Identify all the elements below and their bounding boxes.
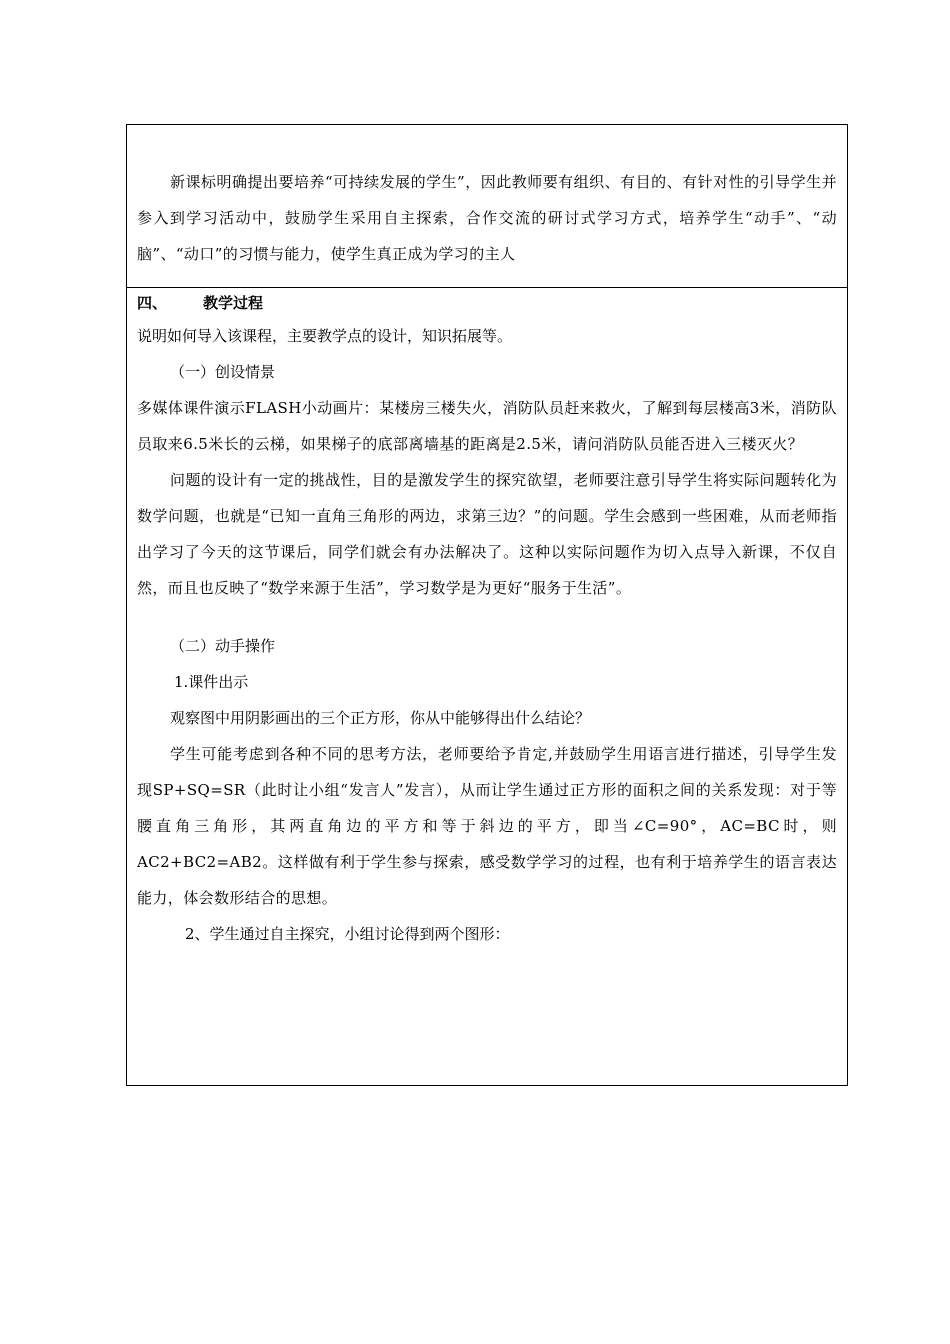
- philosophy-paragraph: 新课标明确提出要培养“可持续发展的学生”，因此教师要有组织、有目的、有针对性的引导学生并参入到学习活动中，鼓励学生采用自主探索，合作交流的研讨式学习方式，培养学生“动手”、“动脑”、“动口”的习惯与能力，使学生真正成为学习的主人: [137, 173, 837, 263]
- part1-scenario: 多媒体课件演示FLASH小动画片：某楼房三楼失火，消防队员赶来救火，了解到每层楼高3米，消防队员取来6.5米长的云梯，如果梯子的底部离墙基的距离是2.5米，请问消防队员能否进入三楼灭火？: [137, 399, 837, 453]
- part2-item1: 1.课件出示: [174, 673, 249, 691]
- section-intro: 说明如何导入该课程，主要教学点的设计，知识拓展等。: [137, 327, 513, 345]
- section-title: 教学过程: [203, 294, 264, 312]
- spacer: [137, 606, 837, 628]
- part2-item2: 2、学生通过自主探究，小组讨论得到两个图形：: [185, 925, 510, 943]
- section-heading: [137, 288, 837, 318]
- part1-analysis: 问题的设计有一定的挑战性，目的是激发学生的探究欲望，老师要注意引导学生将实际问题转化为数学问题，也就是“已知一直角三角形的两边，求第三边？”的问题。学生会感到一些困难，从而老师指出学习了今天的这节课后，同学们就会有办法解决了。这种以实际问题作为切入点导入新课，不仅自然，而且也反映了“数学来源于生活”，学习数学是为更好“服务于生活”。: [137, 471, 837, 597]
- lesson-plan-table: [126, 124, 848, 1086]
- part2-title: （二）动手操作: [170, 637, 276, 655]
- part1-title: （一）创设情景: [170, 363, 276, 381]
- teaching-philosophy-cell: [127, 125, 847, 288]
- part2-question: 观察图中用阴影画出的三个正方形，你从中能够得出什么结论？: [170, 709, 591, 727]
- part2-discussion: 学生可能考虑到各种不同的思考方法，老师要给予肯定,并鼓励学生用语言进行描述，引导学生发现SP+SQ=SR（此时让小组“发言人”发言），从而让学生通过正方形的面积之间的关系发现：对于等腰直角三角形，其两直角边的平方和等于斜边的平方，即当∠C=90°，AC=BC时，则AC2+BC2=AB2。这样做有利于学生参与探索，感受数学学习的过程，也有利于培养学生的语言表达能力，体会数形结合的思想。: [137, 745, 837, 907]
- teaching-process-cell: [127, 288, 847, 1085]
- section-number: 四、: [137, 294, 168, 312]
